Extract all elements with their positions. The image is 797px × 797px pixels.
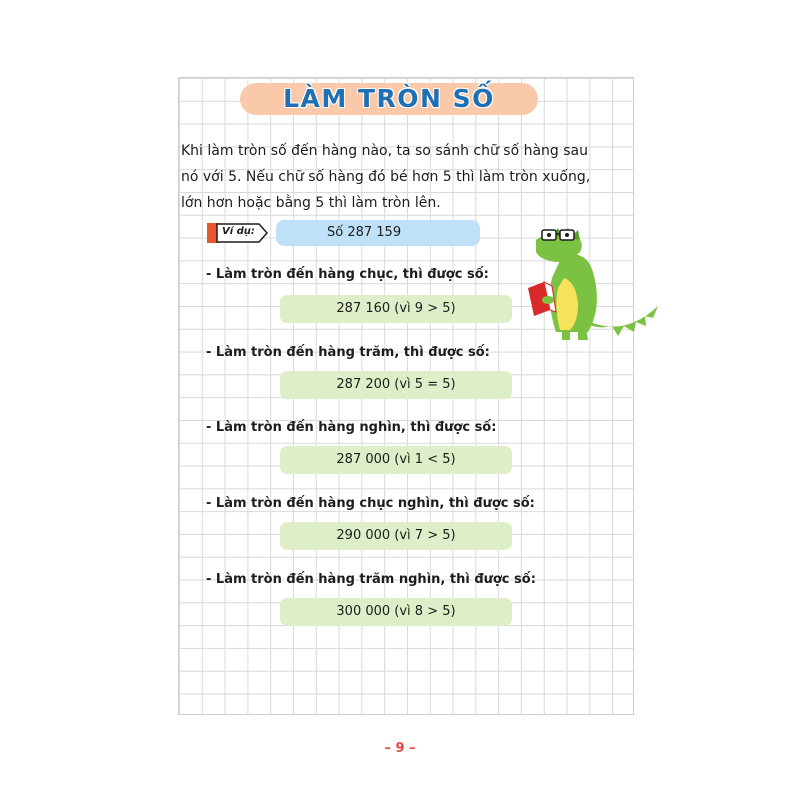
crocodile-illustration xyxy=(522,222,662,346)
intro-line: lớn hơn hoặc bằng 5 thì làm tròn lên. xyxy=(181,195,441,211)
example-number: Số 287 159 xyxy=(327,225,402,240)
page-number: – 9 – xyxy=(384,741,416,756)
result-value: 287 000 (vì 1 < 5) xyxy=(336,452,456,467)
intro-line: Khi làm tròn số đến hàng nào, ta so sánh chữ số hàng sau xyxy=(181,143,588,159)
result-value: 300 000 (vì 8 > 5) xyxy=(336,604,456,619)
result-value: 290 000 (vì 7 > 5) xyxy=(336,528,456,543)
result-value: 287 160 (vì 9 > 5) xyxy=(336,301,456,316)
step-label: - Làm tròn đến hàng chục nghìn, thì được số: xyxy=(206,496,535,511)
example-tag-label: Ví dụ: xyxy=(222,226,255,237)
result-value: 287 200 (vì 5 = 5) xyxy=(336,377,456,392)
step-label: - Làm tròn đến hàng chục, thì được số: xyxy=(206,267,489,282)
step-label: - Làm tròn đến hàng trăm nghìn, thì được số: xyxy=(206,572,536,587)
intro-line: nó với 5. Nếu chữ số hàng đó bé hơn 5 thì làm tròn xuống, xyxy=(181,169,591,185)
step-label: - Làm tròn đến hàng nghìn, thì được số: xyxy=(206,420,497,435)
intro-paragraph xyxy=(181,138,633,216)
step-label: - Làm tròn đến hàng trăm, thì được số: xyxy=(206,345,490,360)
page-title: LÀM TRÒN SỐ xyxy=(283,84,495,113)
